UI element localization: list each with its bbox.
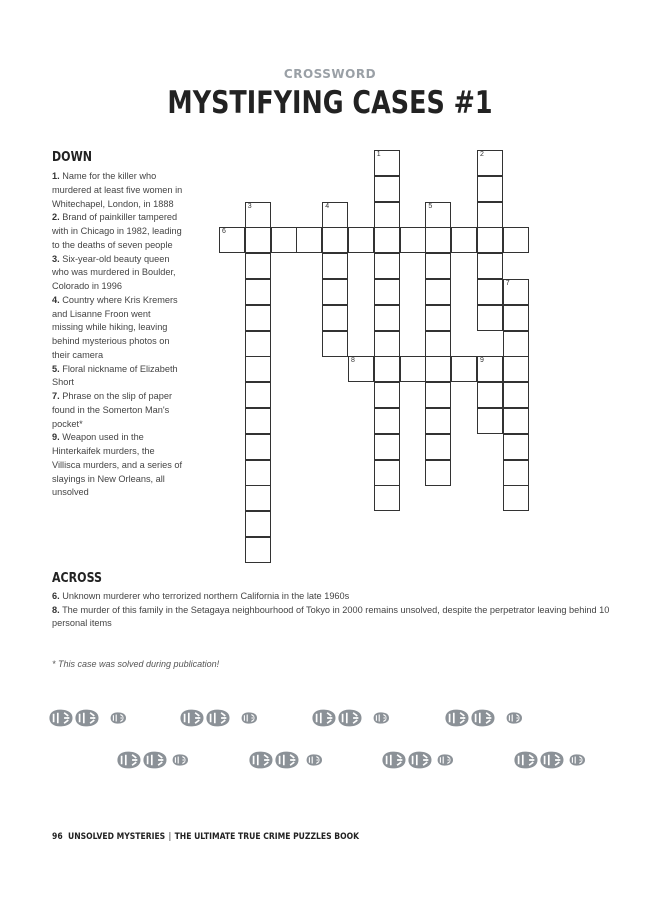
crossword-cell[interactable] xyxy=(374,485,400,511)
crossword-cell[interactable] xyxy=(322,279,348,305)
crossword-cell[interactable] xyxy=(425,460,451,486)
across-heading: ACROSS xyxy=(52,571,102,586)
crossword-cell[interactable] xyxy=(374,434,400,460)
footprint-icon xyxy=(117,752,140,769)
footprint-icon xyxy=(249,752,272,769)
clue-number: 9 xyxy=(480,357,484,365)
footprint-icon xyxy=(445,710,468,727)
footprint-icon xyxy=(180,710,203,727)
page-eyebrow: CROSSWORD xyxy=(283,67,377,81)
crossword-cell[interactable] xyxy=(245,460,271,486)
clue-number: 5 xyxy=(428,202,433,210)
crossword-cell[interactable] xyxy=(245,305,271,331)
crossword-cell[interactable] xyxy=(245,279,271,305)
footprint-icon xyxy=(312,710,335,727)
crossword-cell[interactable] xyxy=(425,356,451,382)
page-footer xyxy=(52,832,359,842)
crossword-cell[interactable] xyxy=(503,331,529,357)
crossword-cell[interactable] xyxy=(245,331,271,357)
series-name: UNSOLVED MYSTERIES xyxy=(67,832,166,842)
crossword-cell[interactable] xyxy=(503,408,529,434)
crossword-cell[interactable] xyxy=(374,227,400,253)
crossword-cell[interactable] xyxy=(374,150,400,176)
footprint-icon xyxy=(382,752,405,769)
footprint-icon xyxy=(570,754,585,765)
crossword-cell[interactable] xyxy=(425,408,451,434)
crossword-cell[interactable] xyxy=(245,227,271,253)
crossword-cell[interactable] xyxy=(348,227,374,253)
crossword-cell[interactable] xyxy=(477,202,503,228)
crossword-cell[interactable] xyxy=(477,408,503,434)
clue-number: 8 xyxy=(351,357,355,365)
crossword-cell[interactable] xyxy=(374,356,400,382)
clue-number: 2 xyxy=(480,151,484,158)
down-clue-2: 2. Brand of painkiller tampered with in Chicago in 1982, leading to the deaths of seven people xyxy=(52,212,182,250)
clue-number: 6 xyxy=(222,228,226,236)
crossword-cell[interactable] xyxy=(477,176,503,202)
footprint-icon xyxy=(173,754,188,765)
book-title: THE ULTIMATE TRUE CRIME PUZZLES BOOK xyxy=(174,832,360,842)
crossword-cell[interactable] xyxy=(503,227,529,253)
down-heading: DOWN xyxy=(52,150,93,165)
clue-number: 7 xyxy=(505,280,510,287)
crossword-cell[interactable] xyxy=(477,305,503,331)
crossword-cell[interactable] xyxy=(503,434,529,460)
crossword-cell[interactable] xyxy=(245,537,271,563)
crossword-cell[interactable] xyxy=(322,253,348,279)
down-clue-list xyxy=(52,170,184,500)
footprint-icon xyxy=(143,752,166,769)
crossword-cell[interactable] xyxy=(503,382,529,408)
footprint-icon xyxy=(438,754,453,765)
down-clue-7: 7. Phrase on the slip of paper found in the Somerton Man's pocket* xyxy=(52,391,173,429)
crossword-cell[interactable] xyxy=(245,253,271,279)
crossword-cell[interactable] xyxy=(245,356,271,382)
crossword-cell[interactable] xyxy=(425,382,451,408)
crossword-cell[interactable] xyxy=(219,227,245,253)
down-clue-1: 1. Name for the killer who murdered at least five women in Whitechapel, London, in 1888 xyxy=(52,171,183,209)
crossword-cell[interactable] xyxy=(503,279,529,305)
crossword-cell[interactable] xyxy=(374,253,400,279)
footprint-icon xyxy=(471,710,494,727)
footprint-icon xyxy=(75,710,98,727)
crossword-cell[interactable] xyxy=(322,305,348,331)
crossword-cell[interactable] xyxy=(400,356,426,382)
crossword-cell[interactable] xyxy=(322,331,348,357)
crossword-cell[interactable] xyxy=(296,227,322,253)
crossword-cell[interactable] xyxy=(477,279,503,305)
crossword-cell[interactable] xyxy=(425,434,451,460)
page-number: 96 xyxy=(52,832,63,842)
crossword-cell[interactable] xyxy=(245,434,271,460)
crossword-cell[interactable] xyxy=(374,305,400,331)
footprint-icon xyxy=(242,712,257,723)
crossword-cell[interactable] xyxy=(245,408,271,434)
crossword-cell[interactable] xyxy=(348,356,374,382)
crossword-cell[interactable] xyxy=(374,382,400,408)
footprint-icon xyxy=(206,710,229,727)
crossword-cell[interactable] xyxy=(451,227,477,253)
crossword-cell[interactable] xyxy=(425,331,451,357)
crossword-cell[interactable] xyxy=(374,202,400,228)
crossword-cell[interactable] xyxy=(425,279,451,305)
crossword-cell[interactable] xyxy=(374,279,400,305)
crossword-cell[interactable] xyxy=(322,227,348,253)
across-clue-6: 6. Unknown murderer who terrorized northern California in the late 1960s xyxy=(52,591,350,601)
footprint-icon xyxy=(408,752,431,769)
clue-number: 3 xyxy=(247,202,252,210)
footprint-icon xyxy=(111,712,126,723)
clue-number: 1 xyxy=(376,151,381,158)
footprint-icon xyxy=(49,710,72,727)
footer-separator: | xyxy=(168,832,172,842)
down-clue-5: 5. Floral nickname of Elizabeth Short xyxy=(52,363,178,388)
down-clue-4: 4. Country where Kris Kremers and Lisanne Froon went missing while hiking, leaving behind mysterious photos on their camera xyxy=(52,294,178,360)
crossword-cell[interactable] xyxy=(322,202,348,228)
crossword-cell[interactable] xyxy=(425,305,451,331)
crossword-cell[interactable] xyxy=(245,202,271,228)
crossword-cell[interactable] xyxy=(374,460,400,486)
footprint-icon xyxy=(507,712,522,723)
crossword-cell[interactable] xyxy=(425,202,451,228)
footprint-icon xyxy=(307,754,322,765)
crossword-cell[interactable] xyxy=(245,511,271,537)
crossword-cell[interactable] xyxy=(425,253,451,279)
crossword-cell[interactable] xyxy=(400,227,426,253)
crossword-cell[interactable] xyxy=(374,408,400,434)
crossword-cell[interactable] xyxy=(477,382,503,408)
crossword-cell[interactable] xyxy=(374,331,400,357)
crossword-cell[interactable] xyxy=(271,227,297,253)
footprint-icon xyxy=(338,710,361,727)
crossword-cell[interactable] xyxy=(503,485,529,511)
crossword-cell[interactable] xyxy=(477,253,503,279)
across-clue-8: 8. The murder of this family in the Setagaya neighbourhood of Tokyo in 2000 remains unsolved, despite the perpetrator leaving behind 10 personal items xyxy=(52,604,610,629)
crossword-cell[interactable] xyxy=(503,356,529,382)
crossword-cell[interactable] xyxy=(503,460,529,486)
footprint-icon xyxy=(275,752,298,769)
crossword-cell[interactable] xyxy=(374,176,400,202)
footprint-icon xyxy=(374,712,389,723)
footnote: * This case was solved during publication! xyxy=(52,659,220,669)
crossword-cell[interactable] xyxy=(245,485,271,511)
footprint-icon xyxy=(540,752,563,769)
page-title: MYSTIFYING CASES #1 xyxy=(167,85,493,121)
across-clue-list xyxy=(52,590,632,631)
crossword-cell[interactable] xyxy=(451,356,477,382)
crossword-cell[interactable] xyxy=(425,227,451,253)
crossword-cell[interactable] xyxy=(245,382,271,408)
crossword-cell[interactable] xyxy=(477,227,503,253)
clue-number: 4 xyxy=(325,202,330,210)
down-clue-3: 3. Six-year-old beauty queen who was murdered in Boulder, Colorado in 1996 xyxy=(52,253,176,291)
crossword-cell[interactable] xyxy=(477,150,503,176)
footprint-icon xyxy=(514,752,537,769)
down-clue-9: 9. Weapon used in the Hinterkaifek murders, the Villisca murders, and a series of slayings in New Orleans, all unsolved xyxy=(52,432,183,498)
crossword-cell[interactable] xyxy=(477,356,503,382)
crossword-cell[interactable] xyxy=(503,305,529,331)
